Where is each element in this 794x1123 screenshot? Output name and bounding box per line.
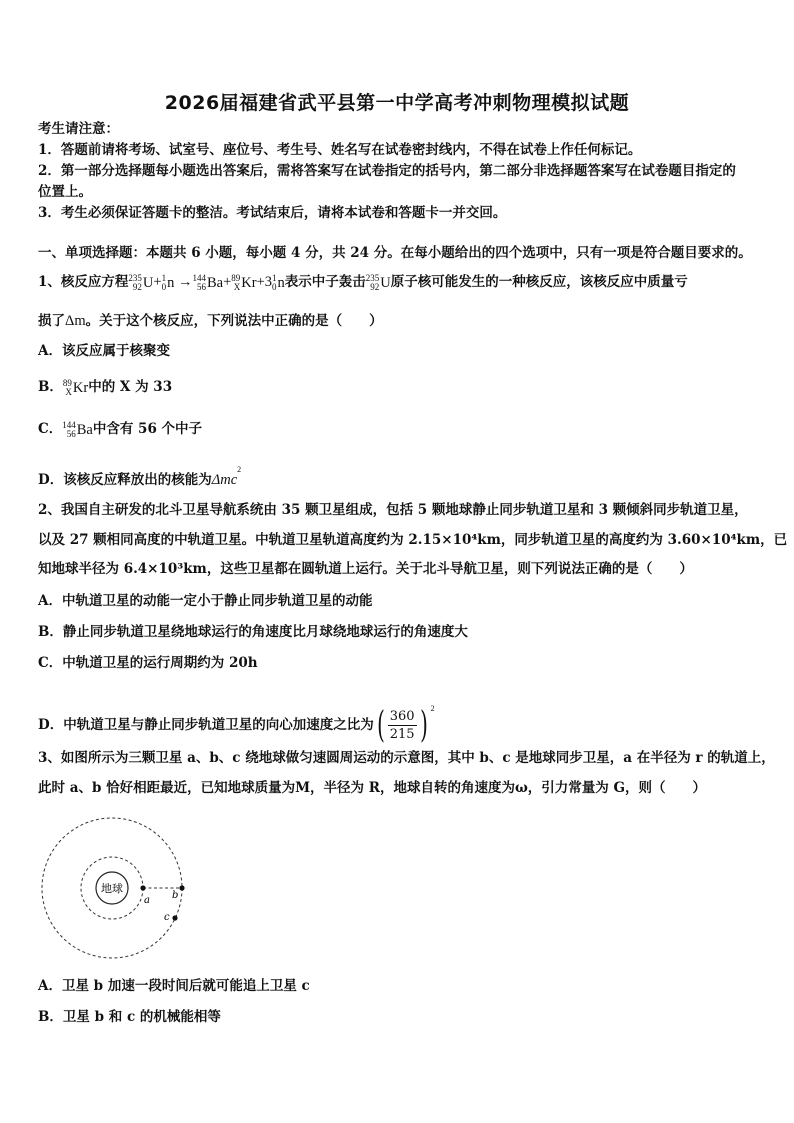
q3-stem-line1: 3、如图所示为三颗卫星 a、b、c 绕地球做匀速圆周运动的示意图，其中 b、c 是地球同步卫星，a 在半径为 r 的轨道上， xyxy=(38,750,775,766)
q2-fraction-expr: ( $\frac{360}{215}$ ) xyxy=(376,704,428,746)
q2-option-a: A．中轨道卫星的动能一定小于静止同步轨道卫星的动能 xyxy=(38,593,373,609)
q1-option-c: C． 144 56 Ba中含有 56 个中子 xyxy=(38,420,203,440)
q2-option-c: C．中轨道卫星的运行周期约为 20h xyxy=(38,655,258,671)
q1-option-b: B． 89 X Kr中的 X 为 33 xyxy=(38,378,173,398)
nuclide-kr89-option: 89 X Kr xyxy=(62,378,89,398)
nuclide-ba144: 144 56 Ba xyxy=(192,273,224,293)
q1-prefix: 1、核反应方程 xyxy=(38,274,129,290)
section-heading: 一、单项选择题：本题共 6 小题，每小题 4 分，共 24 分。在每小题给出的四个选项中，只有一项是符合题目要求的。 xyxy=(38,245,752,261)
q3-option-a: A．卫星 b 加速一段时间后就可能追上卫星 c xyxy=(38,978,310,994)
label-a: a xyxy=(144,895,150,906)
q1-stem-line2: 损了Δm。关于这个核反应，下列说法中正确的是（ ） xyxy=(38,313,383,329)
q3-stem-line2: 此时 a、b 恰好相距最近，已知地球质量为M，半径为 R，地球自转的角速度为ω，引力常量为 G，则（ ） xyxy=(38,780,707,796)
q1-option-a: A．该反应属于核聚变 xyxy=(38,343,170,359)
nuclide-ba144-option: 144 56 Ba xyxy=(62,420,93,440)
label-c: c xyxy=(164,912,170,923)
q1-mid: 表示中子轰击 xyxy=(284,274,366,290)
q2-stem-line2: 以及 27 颗相同高度的中轨道卫星。中轨道卫星轨道高度约为 2.15×10⁴km，同步轨道卫星的高度约为 3.60×10⁴km，已 xyxy=(38,532,788,548)
satellite-b xyxy=(179,885,184,890)
notice-item-2-cont: 位置上。 xyxy=(38,184,92,200)
orbit-diagram xyxy=(36,812,188,964)
earth-label: 地球 xyxy=(101,882,123,895)
q2-option-b: B．静止同步轨道卫星绕地球运行的角速度比月球绕地球运行的角速度大 xyxy=(38,624,468,640)
satellite-a xyxy=(140,885,145,890)
notice-item-3: 3．考生必须保证答题卡的整洁。考试结束后，请将本试卷和答题卡一并交回。 xyxy=(38,205,507,221)
notice-item-1: 1．答题前请将考场、试室号、座位号、考生号、姓名写在试卷密封线内，不得在试卷上作任何标记。 xyxy=(38,142,642,158)
nuclide-neutron: 1 0 n xyxy=(161,273,175,293)
notice-item-2: 2．第一部分选择题每小题选出答案后，需将答案写在试卷指定的括号内，第二部分非选择题答案写在试卷题目指定的 xyxy=(38,163,736,179)
q1-suffix: 原子核可能发生的一种核反应，该核反应中质量亏 xyxy=(390,274,688,290)
page-title: 2026届福建省武平县第一中学高考冲刺物理模拟试题 xyxy=(164,92,630,114)
notice-heading: 考生请注意： xyxy=(38,121,119,137)
nuclide-u235-target: 235 92 U xyxy=(365,273,391,293)
q1-option-d: D．该核反应释放出的核能为Δmc$^2$ xyxy=(38,465,242,488)
q2-stem-line3: 知地球半径为 6.4×10³km，这些卫星都在圆轨道上运行。关于北斗导航卫星，则下列说法正确的是（ ） xyxy=(38,561,693,577)
label-b: b xyxy=(172,890,179,901)
nuclide-neutron-2: 1 0 n xyxy=(272,273,285,293)
q3-option-b: B．卫星 b 和 c 的机械能相等 xyxy=(38,1009,221,1025)
q2-option-d: D．中轨道卫星与静止同步轨道卫星的向心加速度之比为 ( $\frac{360}{215}$ ) $^2$ xyxy=(38,704,435,746)
satellite-c xyxy=(172,915,177,920)
q1-energy-expr: Δmc xyxy=(211,472,238,488)
nuclide-u235: 235 92 U xyxy=(128,273,154,293)
q1-stem-line1: 1、核反应方程 235 92 U+ 1 0 n → 144 56 Ba+ 89 X Kr+3 1 0 n表示中子轰击 235 92 U原子核可能发生的一种核反应，该核反应中质量亏 xyxy=(38,273,688,293)
q2-stem-line1: 2、我国自主研发的北斗卫星导航系统由 35 颗卫星组成，包括 5 颗地球静止同步轨道卫星和 3 颗倾斜同步轨道卫星， xyxy=(38,502,748,518)
nuclide-kr89: 89 X Kr xyxy=(231,273,257,293)
q1-delta-m: Δm xyxy=(65,313,86,329)
